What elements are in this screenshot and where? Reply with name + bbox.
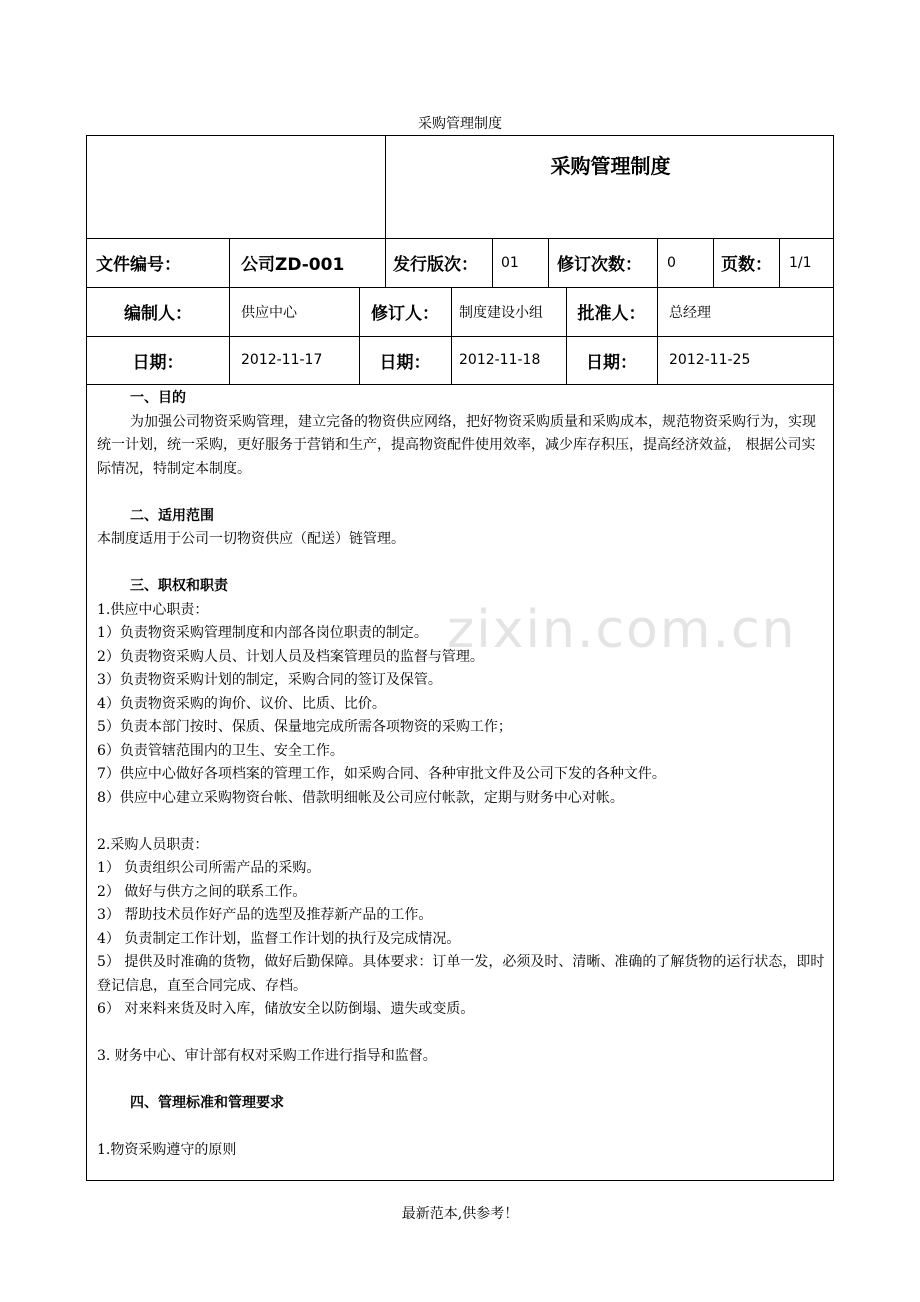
list-item: 1）负责物资采购管理制度和内部各岗位职责的制定。	[97, 625, 428, 641]
document-body	[97, 387, 825, 1163]
list-item: 3）负责物资采购计划的制定，采购合同的签订及保管。	[97, 672, 442, 688]
list-item: 5） 提供及时准确的货物，做好后勤保障。具体要求：订单一发，必须及时、清晰、准确的了解货物的运行状态，即时登记信息，直至合同完成、存档。	[97, 954, 825, 994]
approver-label: 批准人：	[577, 304, 646, 324]
list-item: 6） 对来料来货及时入库，储放安全以防倒塌、遗失或变质。	[97, 1001, 475, 1017]
edition-label: 发行版次：	[393, 255, 478, 275]
list-item: 6）负责管辖范围内的卫生、安全工作。	[97, 742, 344, 759]
subsection-heading: 3. 财务中心、审计部有权对采购工作进行指导和监督。	[97, 1048, 437, 1064]
section-heading: 二、适用范围	[130, 507, 214, 524]
page-header: 采购管理制度	[418, 116, 502, 132]
date3-label: 日期：	[586, 352, 637, 373]
date1-value: 2012-11-17	[241, 352, 323, 368]
list-item: 4）负责物资采购的询价、议价、比质、比价。	[97, 695, 386, 712]
document-title: 采购管理制度	[550, 154, 671, 178]
approver-value: 总经理	[669, 304, 711, 321]
edition-value: 01	[501, 254, 519, 271]
subsection-heading: 2.采购人员职责：	[97, 836, 209, 853]
section-heading: 一、目的	[130, 390, 186, 406]
subsection-heading: 1.物资采购遵守的原则	[97, 1142, 237, 1158]
list-item: 2） 做好与供方之间的联系工作。	[97, 883, 307, 900]
revision-label: 修订次数：	[557, 255, 642, 275]
reviser-label: 修订人：	[371, 304, 439, 324]
pages-value: 1/1	[789, 254, 812, 271]
list-item: 3） 帮助技术员作好产品的选型及推荐新产品的工作。	[97, 907, 433, 923]
date3-value: 2012-11-25	[669, 352, 751, 368]
list-item: 5）负责本部门按时、保质、保量地完成所需各项物资的采购工作；	[97, 719, 512, 735]
list-item: 7）供应中心做好各项档案的管理工作，如采购合同、各种审批文件及公司下发的各种文件。	[97, 766, 666, 782]
subsection-heading: 1.供应中心职责：	[97, 601, 209, 618]
date2-label: 日期：	[379, 352, 431, 373]
paragraph: 为加强公司物资采购管理，建立完备的物资供应网络，把好物资采购质量和采购成本，规范物资采购行为，实现统一计划，统一采购，更好服务于营销和生产，提高物资配件使用效率，减少库存积压，提高经济效益， 根据公司实际情况，特制定本制度。	[97, 413, 816, 477]
author-label: 编制人：	[124, 304, 192, 324]
list-item: 1） 负责组织公司所需产品的采购。	[97, 860, 321, 876]
section-heading: 三、职权和职责	[130, 578, 228, 594]
revision-value: 0	[667, 254, 676, 271]
paragraph: 本制度适用于公司一切物资供应（配送）链管理。	[97, 531, 405, 547]
doc-no-value: 公司ZD-001	[241, 255, 345, 275]
list-item: 8）供应中心建立采购物资台帐、借款明细帐及公司应付帐款，定期与财务中心对帐。	[97, 789, 624, 806]
pages-label: 页数：	[721, 255, 772, 275]
list-item: 4） 负责制定工作计划，监督工作计划的执行及完成情况。	[97, 930, 461, 947]
reviser-value: 制度建设小组	[459, 304, 543, 321]
document-frame	[86, 135, 834, 1181]
page-footer: 最新范本,供参考！	[401, 1206, 519, 1222]
author-value: 供应中心	[241, 304, 297, 321]
watermark: zixin.com.cn	[447, 600, 797, 660]
list-item: 2）负责物资采购人员、计划人员及档案管理员的监督与管理。	[97, 648, 484, 665]
date2-value: 2012-11-18	[459, 352, 541, 368]
section-heading: 四、管理标准和管理要求	[130, 1095, 284, 1111]
date1-label: 日期：	[132, 352, 184, 373]
doc-no-label: 文件编号：	[96, 255, 181, 275]
